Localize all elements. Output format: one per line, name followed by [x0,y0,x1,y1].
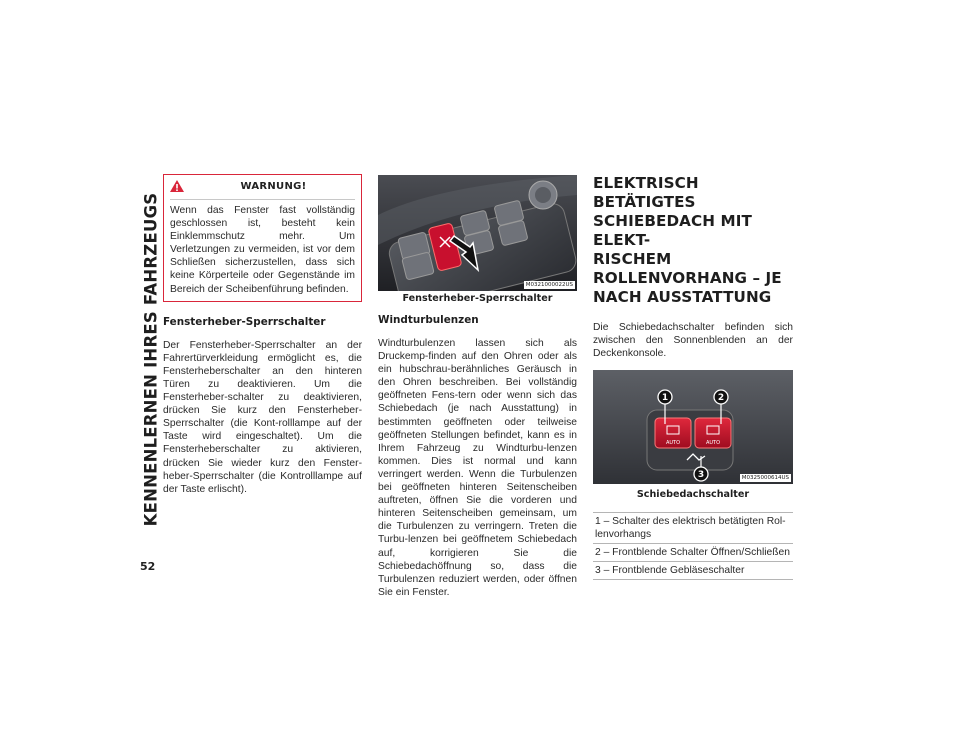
warning-divider [170,199,355,200]
chapter-side-title-text: KENNENLERNEN IHRES FAHRZEUGS [141,192,161,526]
callout-1: 1 [661,393,669,404]
button-label: AUTO [705,440,721,447]
window-switch-panel-illustration [378,175,577,291]
sunroof-switch-figure [593,370,793,484]
sunroof-heading-line: ELEKTRISCH BETÄTIGTES [593,174,699,211]
figure-legend [593,512,793,580]
wind-text: Windturbulenzen lassen sich als Druckemp-finden auf den Ohren oder als ein hubschrau-berähnliches Geräusch in den Ohren beschreiben. Bei vollständig geöffneten Fens-tern oder wenn sich das Schiebedach (je nach Ausstattung) in bestimmten geöffneten oder teilweise geöffneten Stellungen befindet, kann es in Ihrem Fahrzeug zu Windturbu-lenzen kommen. Dies ist normal und kann verringert werden. Wenn die Turbulenzen bei geöffneten hinteren Seitenscheiben auftreten, öffnen Sie die vorderen und hinteren Seitenscheiben gemeinsam, um die Turbulenzen zu verringern. Treten die Turbu-lenzen bei geöffnetem Schiebedach auf, korrigieren Sie die Schiebedachöffnung so, dass die Turbulenzen reduziert werden, oder öffnen Sie ein Fenster. [378,338,577,598]
warning-header [164,175,361,199]
figure-code: M0321000022US [525,282,573,288]
figure-caption: Schiebedachschalter [636,489,750,501]
wind-heading: Windturbulenzen [378,314,479,326]
button-label: AUTO [665,440,681,447]
sunroof-intro: Die Schiebedachschalter befinden sich zwischen den Sonnenblenden an der Deckenkonsole. [593,322,793,360]
warning-box [163,174,362,302]
warning-title: WARNUNG! [240,181,307,192]
warning-text: Wenn das Fenster fast vollständig geschlossen ist, besteht kein Einklemmschutz mehr. Um Verletzungen zu vermeiden, ist vor dem Schließen sicherzustellen, dass sich keine Körperteile oder Gegenstände im Bereich der Scheibenführung befinden. [170,205,355,295]
window-lockout-figure [378,175,577,291]
legend-item: 3 – Frontblende Gebläseschalter [593,561,793,579]
column-right [593,174,793,580]
chapter-side-title [140,173,162,545]
column-middle [378,174,577,599]
lockout-text: Der Fensterheber-Sperrschalter an der Fahrertürverkleidung ermöglicht es, die Fensterheberschalter an den hinteren Türen zu deaktivieren. Um die Fensterheber-schalter zu deaktivieren, drücken Sie kurz den Fensterheber-Sperrschalter (die Kont-rolllampe auf der Taste wird eingeschaltet). Um die Fensterheberschalter zu aktivieren, drücken Sie wieder kurz den Fenster-heber-Sperrschalter (die Kontrolllampe auf der Taste erlischt). [163,339,362,495]
sunroof-switch-illustration [593,370,793,484]
callout-2: 2 [717,393,725,404]
sunroof-heading [593,174,793,307]
column-left [163,174,362,496]
sunroof-heading-line: ROLLENVORHANG – JE [593,269,782,287]
warning-triangle-icon [169,179,185,198]
page-number: 52 [140,560,156,573]
sunroof-heading-line: NACH AUSSTATTUNG [593,288,772,306]
sunroof-heading-line: SCHIEBEDACH MIT ELEKT- [593,212,752,249]
legend-item: 2 – Frontblende Schalter Öffnen/Schließen [593,543,793,561]
figure-caption: Fensterheber-Sperrschalter [402,293,553,304]
lockout-heading: Fensterheber-Sperrschalter [163,315,326,328]
sunroof-heading-line: RISCHEM [593,250,672,268]
callout-3: 3 [697,470,705,481]
legend-item: 1 – Schalter des elektrisch betätigten Rol-lenvorhangs [593,512,793,543]
figure-code: M0325000614US [741,475,789,482]
